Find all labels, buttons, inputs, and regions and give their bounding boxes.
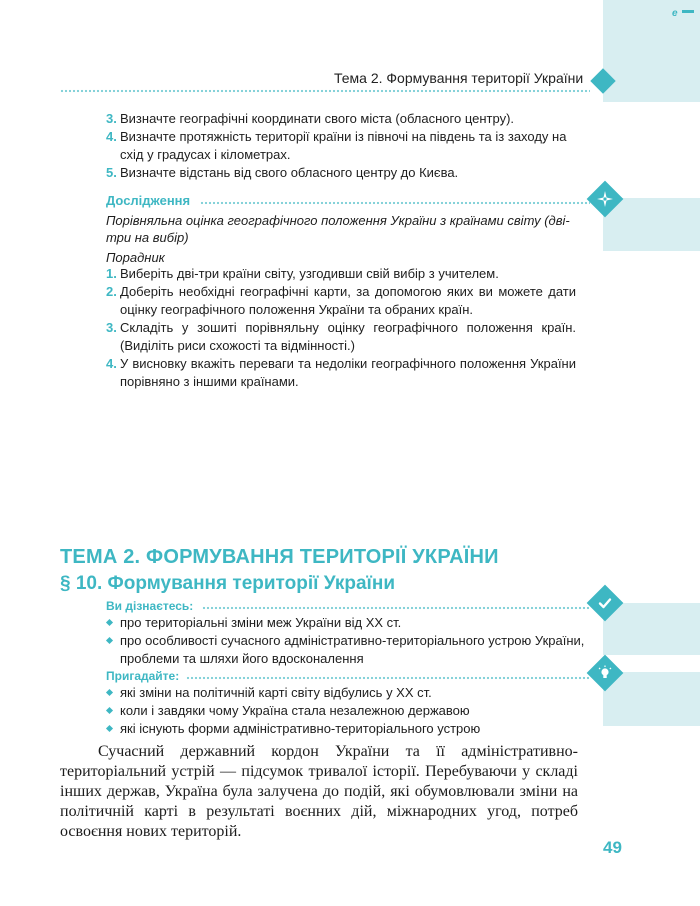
list-item: які зміни на політичній карті світу відбулись у XX ст.	[106, 684, 586, 702]
research-label: Дослідження	[106, 193, 191, 208]
guide-steps	[106, 265, 576, 391]
list-item: про особливості сучасного адміністративно-територіального устрою України, проблеми та шляхи його вдосконалення	[106, 632, 586, 668]
list-item: 3. Складіть у зошиті порівняльну оцінку географічного положення країн. (Виділіть риси схожості та відмінності.)	[106, 320, 576, 353]
checkmark-icon	[597, 595, 613, 611]
recall-label: Пригадайте:	[106, 669, 180, 683]
guide-label: Порадник	[106, 250, 165, 265]
bullet-diamond-icon	[106, 707, 113, 714]
compass-icon	[597, 191, 613, 207]
list-item: 4. Визначте протяжність території країни із півночі на південь та із заходу на схід у градусах і кілометрах.	[106, 129, 567, 162]
publisher-logo-mark	[682, 10, 694, 13]
list-item: які існують форми адміністративно-територіального устрою	[106, 720, 586, 738]
list-item: 1. Виберіть дві-три країни світу, узгодивши свій вибір з учителем.	[106, 266, 499, 281]
side-block-research	[603, 198, 700, 251]
recall-list	[106, 684, 586, 738]
learn-dotted-rule	[202, 606, 590, 610]
recall-dotted-rule	[186, 676, 590, 680]
body-paragraph: Сучасний державний кордон України та її адміністративно-територіальний устрій — підсумок тривалої історії. Перебуваючи у складі інших держав, Україна була залучена до подій, які обумовлювали зміни на політичній карті в результаті воєнних дій, міжнародних угод, потреб освоєння нових територій.	[60, 743, 578, 840]
side-block-recall	[603, 672, 700, 726]
list-item: 4. У висновку вкажіть переваги та недоліки географічного положення України порівняно з іншими країнами.	[106, 356, 576, 389]
list-item: коли і завдяки чому Україна стала незалежною державою	[106, 702, 586, 720]
research-subtitle: Порівняльна оцінка географічного положення України з країнами світу (дві-три на вибір)	[106, 213, 570, 245]
publisher-logo-letter: e	[672, 8, 678, 19]
list-item: 5. Визначте відстань від свого обласного центру до Києва.	[106, 165, 459, 180]
list-item: про територіальні зміни меж України від XX ст.	[106, 614, 586, 632]
list-item: 3. Визначте географічні координати свого міста (обласного центру).	[106, 111, 515, 126]
paragraph-title: § 10. Формування території України	[60, 573, 396, 594]
bullet-diamond-icon	[106, 637, 113, 644]
lightbulb-icon	[597, 665, 613, 681]
publisher-logo	[672, 3, 696, 19]
running-header: Тема 2. Формування території України	[334, 70, 584, 86]
page-number: 49	[603, 838, 622, 857]
header-dotted-rule	[60, 89, 590, 93]
learn-list	[106, 614, 586, 668]
task-list	[106, 110, 576, 182]
list-item: 2. Доберіть необхідні географічні карти, за допомогою яких ви можете дати оцінку географічного положення України та обраних країн.	[106, 284, 576, 317]
bullet-diamond-icon	[106, 689, 113, 696]
side-block-learn	[603, 603, 700, 655]
topic-title: ТЕМА 2. ФОРМУВАННЯ ТЕРИТОРІЇ УКРАЇНИ	[60, 546, 499, 568]
research-dotted-rule	[200, 201, 590, 205]
side-block-top	[603, 0, 700, 102]
bullet-diamond-icon	[106, 619, 113, 626]
bullet-diamond-icon	[106, 725, 113, 732]
learn-label: Ви дізнаєтесь:	[106, 599, 194, 613]
